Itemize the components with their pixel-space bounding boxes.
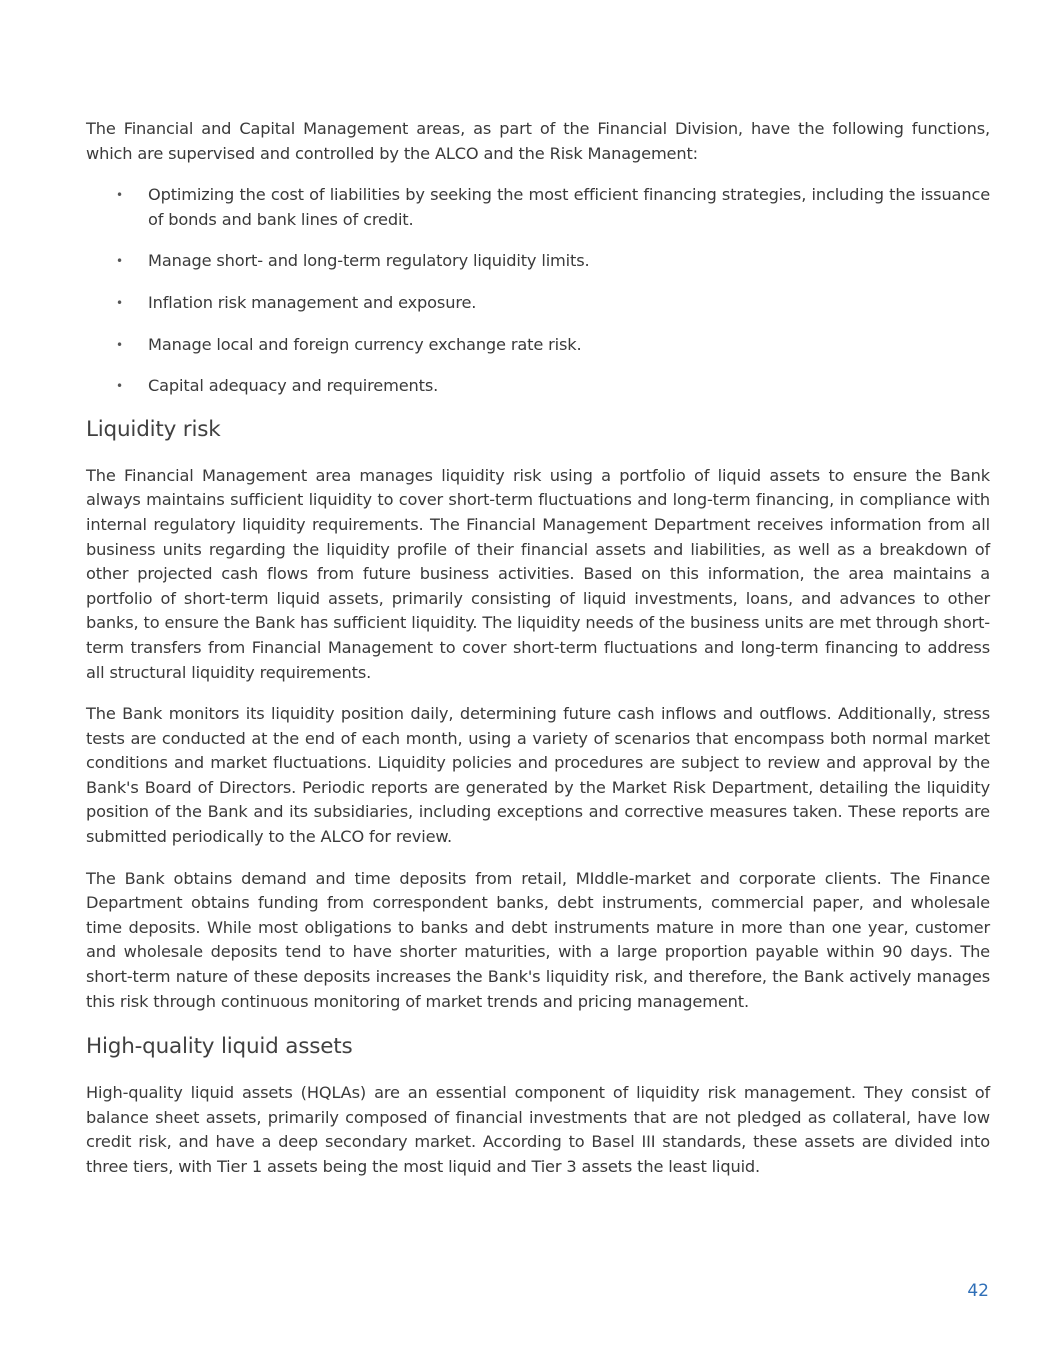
page-content [86, 117, 990, 1197]
list-item [86, 249, 990, 274]
list-item [86, 183, 990, 232]
bullet-icon: • [116, 337, 123, 352]
liquidity-risk-heading: Liquidity risk [86, 416, 221, 442]
list-item-text: Manage short- and long-term regulatory liquidity limits. [148, 251, 590, 271]
list-item-text: Inflation risk management and exposure. [148, 292, 477, 312]
list-item-text: Manage local and foreign currency exchange rate risk. [148, 334, 582, 354]
list-item [86, 333, 990, 358]
bullet-icon: • [116, 254, 123, 269]
hqla-paragraph: High-quality liquid assets (HQLAs) are an essential component of liquidity risk management. They consist of balance sheet assets, primarily composed of financial investments that are not pledged as collateral, have low credit risk, and have a deep secondary market. According to Basel III standards, these assets are divided into three tiers, with Tier 1 assets being the most liquid and Tier 3 assets the least liquid. [86, 1083, 990, 1176]
liquidity-risk-paragraph-3: The Bank obtains demand and time deposits from retail, MIddle-market and corporate clients. The Finance Department obtains funding from correspondent banks, debt instruments, commercial paper, and wholesale time deposits. While most obligations to banks and debt instruments mature in more than one year, customer and wholesale deposits tend to have shorter maturities, with a large proportion payable within 90 days. The short-term nature of these deposits increases the Bank's liquidity risk, and therefore, the Bank actively manages this risk through continuous monitoring of market trends and pricing management. [86, 868, 990, 1011]
functions-list [86, 183, 990, 399]
bullet-icon: • [116, 188, 123, 203]
hqla-heading: High-quality liquid assets [86, 1034, 353, 1060]
page-number: 42 [967, 1281, 989, 1301]
intro-paragraph: The Financial and Capital Management areas, as part of the Financial Division, have the following functions, which are supervised and controlled by the ALCO and the Risk Management: [86, 119, 990, 163]
bullet-icon: • [116, 295, 123, 310]
list-item [86, 291, 990, 316]
liquidity-risk-paragraph-1: The Financial Management area manages liquidity risk using a portfolio of liquid assets to ensure the Bank always maintains sufficient liquidity to cover short-term fluctuations and long-term financing, in compliance with internal regulatory liquidity requirements. The Financial Management Department receives information from all business units regarding the liquidity profile of their financial assets and liabilities, as well as a breakdown of other projected cash flows from future business activities. Based on this information, the area maintains a portfolio of short-term liquid assets, primarily consisting of liquid investments, loans, and advances to other banks, to ensure the Bank has sufficient liquidity. The liquidity needs of the business units are met through short-term transfers from Financial Management to cover short-term fluctuations and long-term financing to address all structural liquidity requirements. [86, 465, 990, 682]
liquidity-risk-paragraph-2: The Bank monitors its liquidity position daily, determining future cash inflows and outflows. Additionally, stress tests are conducted at the end of each month, using a variety of scenarios that encompass both normal market conditions and market fluctuations. Liquidity policies and procedures are subject to review and approval by the Bank's Board of Directors. Periodic reports are generated by the Market Risk Department, detailing the liquidity position of the Bank and its subsidiaries, including exceptions and corrective measures taken. These reports are submitted periodically to the ALCO for review. [86, 704, 990, 847]
bullet-icon: • [116, 379, 123, 394]
list-item [86, 374, 990, 399]
list-item-text: Capital adequacy and requirements. [148, 376, 439, 396]
list-item-text: Optimizing the cost of liabilities by seeking the most efficient financing strategies, including the issuance of bonds and bank lines of credit. [148, 185, 990, 229]
